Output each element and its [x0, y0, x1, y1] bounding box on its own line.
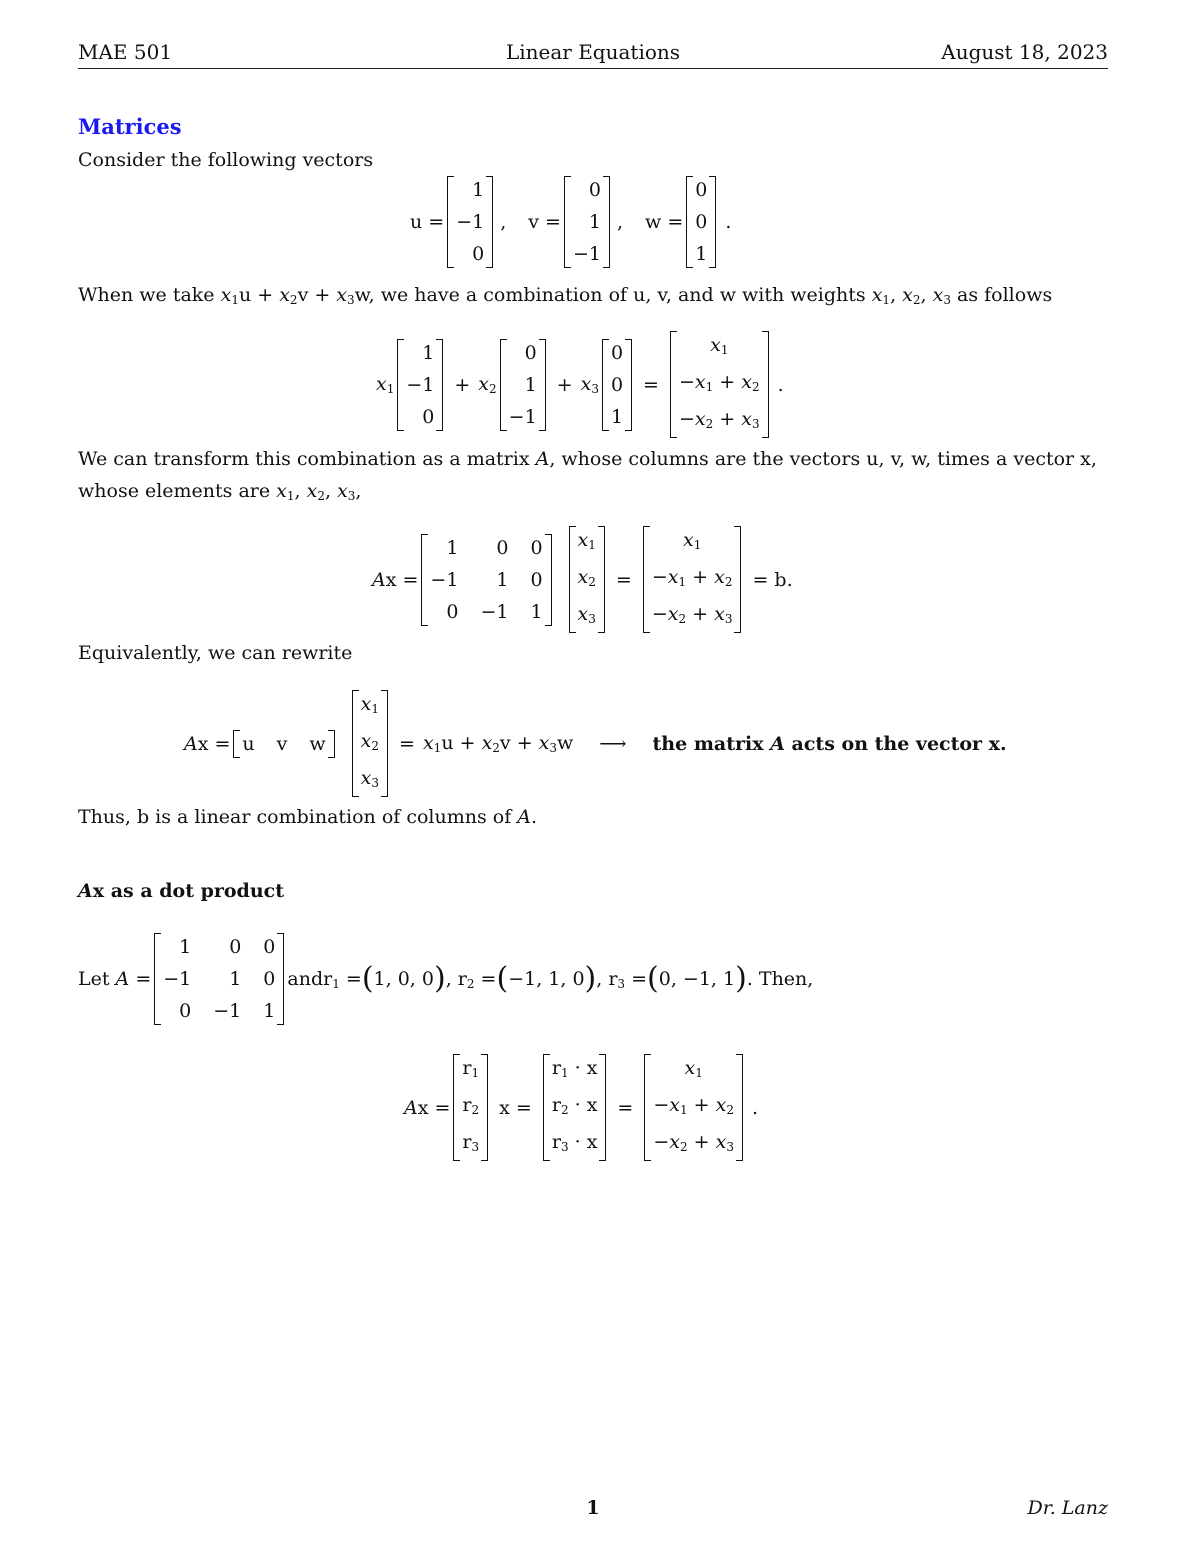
paragraph-thus: Thus, b is a linear combination of columns of A. [78, 806, 538, 828]
ax-result: $x_1$ $-x_1 + x_2$ $-x_2 + x_3$ [643, 526, 742, 633]
rows-vector: $r_1$ $r_2$ $r_3$ [453, 1054, 488, 1161]
v-symbol: v = [528, 211, 561, 233]
combo-vector-u: 1 −1 0 [397, 339, 443, 431]
course-code: MAE 501 [78, 40, 173, 64]
document-date: August 18, 2023 [941, 40, 1108, 64]
vector-x-2: $x_1$ $x_2$ $x_3$ [352, 690, 388, 797]
w-entry-1: 0 [695, 179, 708, 201]
row-r1: 1, 0, 0 [373, 968, 434, 990]
page-number: 1 [586, 1497, 600, 1519]
row-r3: 0, −1, 1 [658, 968, 736, 990]
u-entry-1: 1 [472, 179, 485, 201]
vector-w [686, 176, 716, 268]
w-entry-3: 1 [695, 243, 708, 265]
equation-column-view: Ax = u v w $x_1$ $x_2$ $x_3$ = $x_1u + x_2v + x_3w$ ⟶ the matrix A acts on the vector x. [184, 690, 1007, 797]
paragraph-combination: When we take $x_1u + x_2v + x_3w$, we have a combination of u, v, and w with weights $x_1$, $x_2$, $x_3$ as follows [78, 284, 1053, 307]
page-header [78, 38, 1108, 69]
paragraph-elements: whose elements are $x_1$, $x_2$, $x_3$, [78, 480, 362, 503]
v-entry-2: 1 [588, 211, 601, 233]
vector-v [564, 176, 610, 268]
w-symbol: w = [645, 211, 684, 233]
section-title-matrices: Matrices [78, 114, 182, 139]
dot-result: $x_1$ $-x_1 + x_2$ $-x_2 + x_3$ [644, 1054, 743, 1161]
matrix-a-2: 1 0 0 −1 1 0 0 −1 1 [154, 933, 284, 1025]
matrix-columns: u v w [233, 730, 334, 758]
w-entry-2: 0 [695, 211, 708, 233]
vector-x: $x_1$ $x_2$ $x_3$ [569, 526, 605, 633]
paragraph-transform: We can transform this combination as a matrix A, whose columns are the vectors u, v, w, times a vector x, [78, 448, 1097, 470]
matrix-a: 1 0 0 −1 1 0 0 −1 1 [421, 534, 551, 626]
equation-let-a-rows: Let A = 1 0 0 −1 1 0 0 −1 1 and $r_1$ = ( 1, 0, 0 ) , $r_2$ = ( −1, 1, 0 ) , $r_3$ = ( 0, −1, 1 ) . Then, [78, 933, 813, 1025]
equation-dot-product: Ax = $r_1$ $r_2$ $r_3$ x = $r_1 \cdot x$ $r_2 \cdot x$ $r_3 \cdot x$ = $x_1$ $-x_1 + x_2$ $-x_2 + x_3$ . [404, 1054, 758, 1161]
author-name: Dr. Lanz [1027, 1497, 1108, 1519]
combo-result: $x_1$ $-x_1 + x_2$ $-x_2 + x_3$ [670, 331, 769, 438]
u-symbol: u = [410, 211, 445, 233]
v-entry-3: −1 [572, 243, 601, 265]
row-r2: −1, 1, 0 [508, 968, 585, 990]
equation-vectors-uvw: u = 1 −1 0 , v = 0 1 −1 , w = 0 0 1 . [410, 176, 731, 268]
combo-vector-v: 0 1 −1 [500, 339, 546, 431]
v-entry-1: 0 [588, 179, 601, 201]
section-title-dot-product: Ax as a dot product [78, 880, 285, 902]
equation-linear-combination: $x_1$ 1 −1 0 + $x_2$ 0 1 −1 + $x_3$ 0 0 1 = $x_1$ $-x_1 + x_2$ $-x_2 + x_3$ . [376, 331, 784, 438]
vector-u [447, 176, 493, 268]
combo-vector-w: 0 0 1 [602, 339, 632, 431]
paragraph-equivalently: Equivalently, we can rewrite [78, 642, 353, 664]
document-topic: Linear Equations [505, 40, 681, 64]
statement-matrix-acts: the matrix A acts on the vector x. [652, 732, 1007, 755]
equation-ax-equals-b: Ax = 1 0 0 −1 1 0 0 −1 1 $x_1$ $x_2$ $x_3$ = $x_1$ $-x_1 + x_2$ $-x_2 + x_3$ = b. [372, 526, 801, 633]
u-entry-3: 0 [472, 243, 485, 265]
dot-products: $r_1 \cdot x$ $r_2 \cdot x$ $r_3 \cdot x$ [543, 1054, 607, 1161]
u-entry-2: −1 [456, 211, 485, 233]
paragraph-consider: Consider the following vectors [78, 149, 374, 171]
